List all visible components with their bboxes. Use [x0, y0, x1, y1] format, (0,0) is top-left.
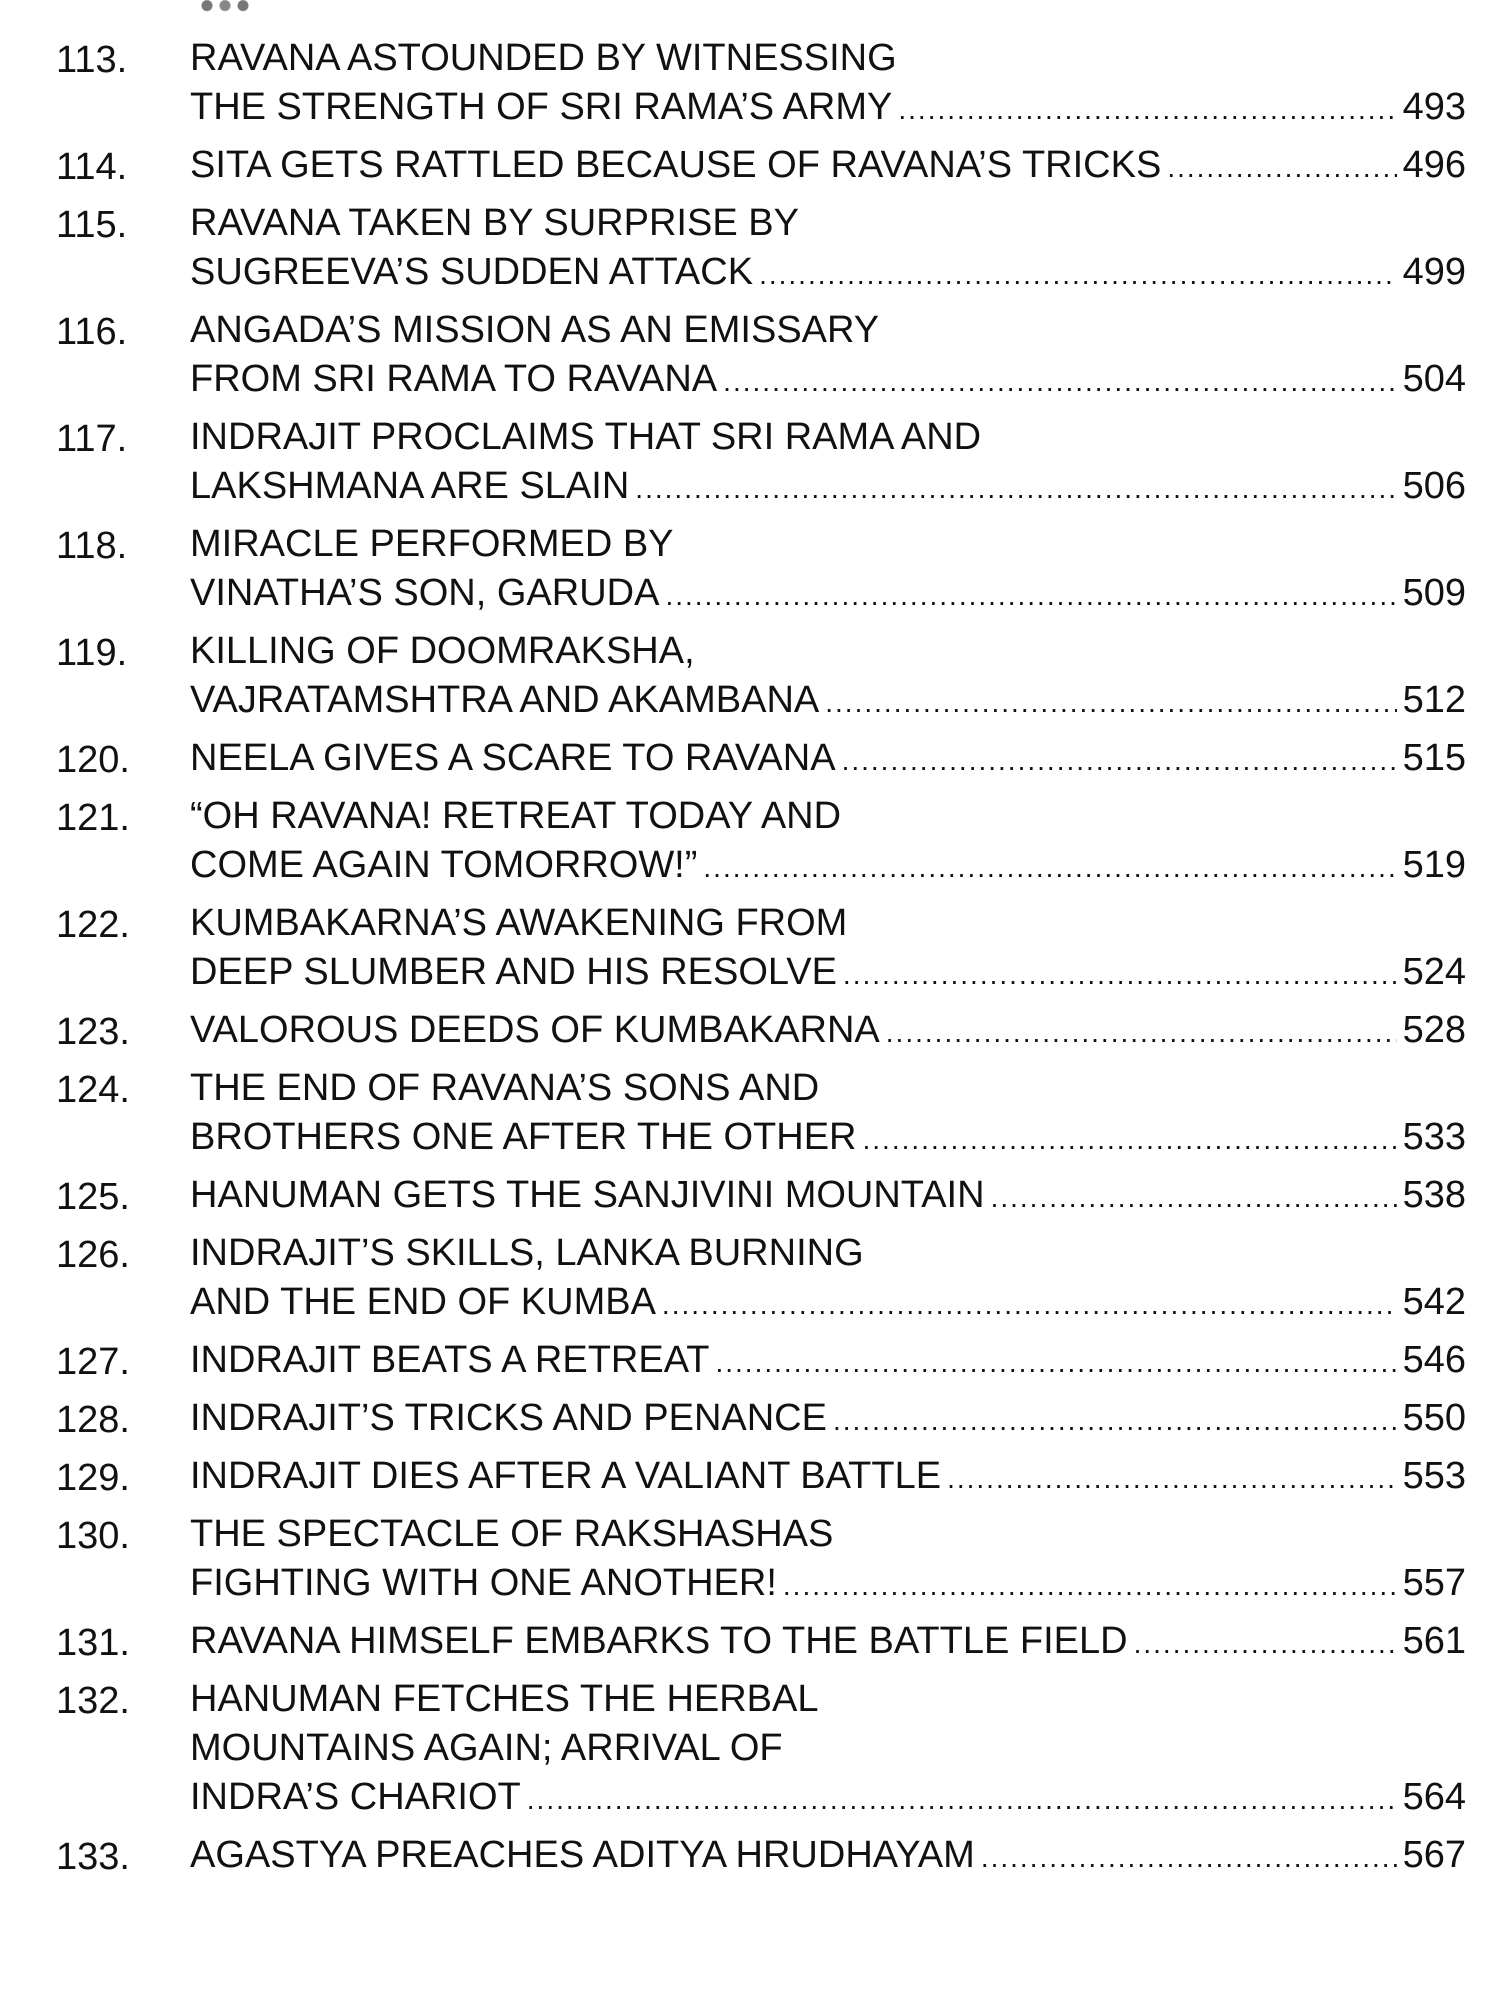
chapter-title-line [190, 355, 1466, 406]
chapter-title-line [190, 899, 1466, 948]
leader-dots [981, 1833, 1397, 1882]
chapter-title-line [190, 948, 1466, 999]
page-number: 564 [1402, 1776, 1466, 1818]
chapter-number: 115. [56, 204, 128, 246]
page-number: 515 [1402, 737, 1466, 779]
chapter-title-line [190, 1113, 1466, 1164]
toc-entry [0, 1452, 1500, 1503]
chapter-title-text: VALOROUS DEEDS OF KUMBAKARNA [190, 1009, 880, 1051]
toc-entry [0, 520, 1500, 620]
leader-dots [635, 464, 1396, 513]
chapter-title-line [190, 792, 1466, 841]
chapter-title-line [190, 1773, 1466, 1824]
page-number: 496 [1402, 144, 1466, 186]
chapter-title-line [190, 199, 1466, 248]
leader-dots [898, 85, 1396, 134]
toc-entry [0, 1171, 1500, 1222]
leader-dots [1167, 143, 1396, 192]
chapter-title-line [190, 676, 1466, 727]
decorative-ornament-icon [195, 0, 255, 14]
chapter-title-line [190, 520, 1466, 569]
page-number: 528 [1402, 1009, 1466, 1051]
leader-dots [665, 571, 1396, 620]
page-number: 557 [1402, 1562, 1466, 1604]
leader-dots [527, 1775, 1397, 1824]
chapter-title-text: BROTHERS ONE AFTER THE OTHER [190, 1116, 857, 1158]
toc-entry [0, 1510, 1500, 1610]
chapter-title-line [190, 1064, 1466, 1113]
chapter-title-line [190, 1831, 1466, 1882]
leader-dots [862, 1115, 1396, 1164]
chapter-number: 116. [56, 311, 128, 353]
chapter-number: 133. [56, 1836, 130, 1878]
chapter-title-text: ANGADA’S MISSION AS AN EMISSARY [190, 309, 880, 351]
chapter-number: 124. [56, 1069, 130, 1111]
chapter-title-text: KUMBAKARNA’S AWAKENING FROM [190, 902, 848, 944]
chapter-title-line [190, 413, 1466, 462]
chapter-title-line [190, 1278, 1466, 1329]
chapter-title-line [190, 569, 1466, 620]
page-number: 506 [1402, 465, 1466, 507]
chapter-title-text: INDRAJIT PROCLAIMS THAT SRI RAMA AND [190, 416, 982, 458]
toc-entry [0, 199, 1500, 299]
table-of-contents [0, 34, 1500, 1889]
chapter-title-line [190, 841, 1466, 892]
toc-entry [0, 141, 1500, 192]
page-number: 499 [1402, 251, 1466, 293]
page-number: 504 [1402, 358, 1466, 400]
toc-entry [0, 1394, 1500, 1445]
chapter-number: 123. [56, 1011, 130, 1053]
chapter-title-line [190, 1171, 1466, 1222]
chapter-number: 127. [56, 1341, 130, 1383]
chapter-title-text: FIGHTING WITH ONE ANOTHER! [190, 1562, 777, 1604]
chapter-title-line [190, 627, 1466, 676]
page-number: 553 [1402, 1455, 1466, 1497]
chapter-number: 121. [56, 797, 130, 839]
leader-dots [947, 1454, 1397, 1503]
toc-entry [0, 734, 1500, 785]
toc-entry [0, 899, 1500, 999]
chapter-title-line [190, 1724, 1466, 1773]
chapter-title-line [190, 141, 1466, 192]
chapter-number: 113. [56, 39, 128, 81]
toc-entry [0, 1006, 1500, 1057]
toc-entry [0, 1229, 1500, 1329]
chapter-title-text: HANUMAN GETS THE SANJIVINI MOUNTAIN [190, 1174, 985, 1216]
chapter-title-text: RAVANA TAKEN BY SURPRISE BY [190, 202, 799, 244]
chapter-title-text: THE SPECTACLE OF RAKSHASHAS [190, 1513, 834, 1555]
toc-entry [0, 1617, 1500, 1668]
chapter-title-line [190, 306, 1466, 355]
chapter-title-line [190, 1336, 1466, 1387]
chapter-title-line [190, 1452, 1466, 1503]
chapter-title-line [190, 734, 1466, 785]
chapter-number: 118. [56, 525, 128, 567]
page-number: 519 [1402, 844, 1466, 886]
chapter-title-text: RAVANA ASTOUNDED BY WITNESSING [190, 37, 897, 79]
leader-dots [715, 1338, 1396, 1387]
page-number: 524 [1402, 951, 1466, 993]
page-number: 550 [1402, 1397, 1466, 1439]
chapter-number: 128. [56, 1399, 130, 1441]
toc-entry [0, 792, 1500, 892]
chapter-title-line [190, 1559, 1466, 1610]
chapter-number: 117. [56, 418, 128, 460]
chapter-title-line [190, 1510, 1466, 1559]
page-number: 512 [1402, 679, 1466, 721]
leader-dots [662, 1280, 1397, 1329]
chapter-number: 131. [56, 1622, 130, 1664]
chapter-title-text: INDRAJIT BEATS A RETREAT [190, 1339, 710, 1381]
leader-dots [991, 1173, 1397, 1222]
chapter-number: 114. [56, 146, 128, 188]
chapter-title-line [190, 1617, 1466, 1668]
chapter-title-text: THE STRENGTH OF SRI RAMA’S ARMY [190, 86, 893, 128]
chapter-title-line [190, 1006, 1466, 1057]
chapter-title-text: INDRAJIT DIES AFTER A VALIANT BATTLE [190, 1455, 942, 1497]
toc-entry [0, 413, 1500, 513]
page-number: 546 [1402, 1339, 1466, 1381]
leader-dots [843, 950, 1397, 999]
chapter-title-text: RAVANA HIMSELF EMBARKS TO THE BATTLE FIELD [190, 1620, 1128, 1662]
toc-entry [0, 1064, 1500, 1164]
chapter-title-text: NEELA GIVES A SCARE TO RAVANA [190, 737, 836, 779]
chapter-number: 126. [56, 1234, 130, 1276]
chapter-title-line [190, 34, 1466, 83]
chapter-title-text: AND THE END OF KUMBA [190, 1281, 656, 1323]
chapter-title-text: KILLING OF DOOMRAKSHA, [190, 630, 695, 672]
chapter-title-text: MIRACLE PERFORMED BY [190, 523, 674, 565]
leader-dots [1134, 1619, 1397, 1668]
chapter-title-line [190, 1229, 1466, 1278]
chapter-title-line [190, 1675, 1466, 1724]
leader-dots [703, 843, 1396, 892]
chapter-number: 122. [56, 904, 130, 946]
chapter-title-text: MOUNTAINS AGAIN; ARRIVAL OF [190, 1727, 783, 1769]
chapter-title-text: DEEP SLUMBER AND HIS RESOLVE [190, 951, 837, 993]
toc-entry [0, 1675, 1500, 1824]
chapter-title-text: SITA GETS RATTLED BECAUSE OF RAVANA’S TRICKS [190, 144, 1162, 186]
leader-dots [783, 1561, 1397, 1610]
chapter-title-line [190, 462, 1466, 513]
leader-dots [759, 250, 1397, 299]
chapter-title-text: AGASTYA PREACHES ADITYA HRUDHAYAM [190, 1834, 975, 1876]
chapter-title-line [190, 1394, 1466, 1445]
chapter-title-text: SUGREEVA’S SUDDEN ATTACK [190, 251, 754, 293]
chapter-number: 120. [56, 739, 130, 781]
chapter-title-text: INDRA’S CHARIOT [190, 1776, 521, 1818]
chapter-title-text: LAKSHMANA ARE SLAIN [190, 465, 630, 507]
chapter-title-text: INDRAJIT’S TRICKS AND PENANCE [190, 1397, 827, 1439]
page-number: 509 [1402, 572, 1466, 614]
chapter-title-text: FROM SRI RAMA TO RAVANA [190, 358, 718, 400]
page-number: 533 [1402, 1116, 1466, 1158]
toc-entry [0, 306, 1500, 406]
toc-entry [0, 1831, 1500, 1882]
page-number: 561 [1402, 1620, 1466, 1662]
chapter-number: 132. [56, 1680, 130, 1722]
chapter-title-text: VINATHA’S SON, GARUDA [190, 572, 660, 614]
page-number: 567 [1402, 1834, 1466, 1876]
leader-dots [842, 736, 1397, 785]
leader-dots [833, 1396, 1397, 1445]
chapter-title-text: HANUMAN FETCHES THE HERBAL [190, 1678, 819, 1720]
chapter-title-line [190, 248, 1466, 299]
toc-entry [0, 627, 1500, 727]
chapter-title-text: THE END OF RAVANA’S SONS AND [190, 1067, 820, 1109]
chapter-number: 130. [56, 1515, 130, 1557]
chapter-number: 125. [56, 1176, 130, 1218]
leader-dots [723, 357, 1396, 406]
leader-dots [825, 678, 1396, 727]
chapter-number: 119. [56, 632, 128, 674]
toc-entry [0, 1336, 1500, 1387]
chapter-title-text: INDRAJIT’S SKILLS, LANKA BURNING [190, 1232, 864, 1274]
page-number: 542 [1402, 1281, 1466, 1323]
chapter-title-text: “OH RAVANA! RETREAT TODAY AND [190, 795, 842, 837]
page-number: 538 [1402, 1174, 1466, 1216]
chapter-number: 129. [56, 1457, 130, 1499]
toc-entry [0, 34, 1500, 134]
page-number: 493 [1402, 86, 1466, 128]
chapter-title-text: COME AGAIN TOMORROW!” [190, 844, 698, 886]
leader-dots [886, 1008, 1397, 1057]
chapter-title-line [190, 83, 1466, 134]
chapter-title-text: VAJRATAMSHTRA AND AKAMBANA [190, 679, 820, 721]
